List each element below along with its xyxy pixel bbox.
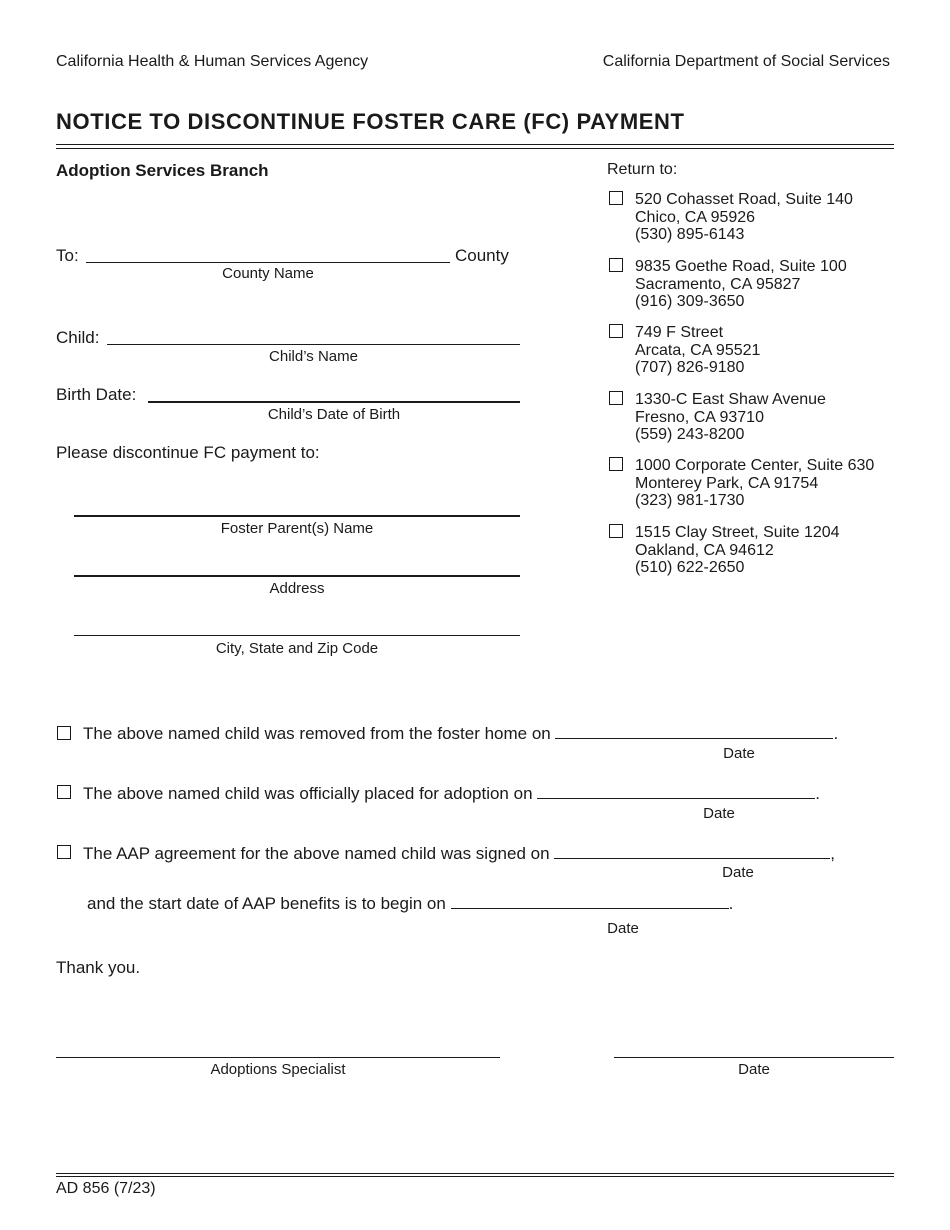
- placed-period: .: [815, 784, 820, 803]
- office-checkbox-arcata[interactable]: [609, 324, 623, 338]
- title-divider-bottom: [56, 148, 894, 149]
- office-phone: (559) 243-8200: [635, 426, 745, 443]
- signature-date-caption: Date: [738, 1061, 770, 1078]
- removed-period: .: [833, 724, 839, 743]
- office-checkbox-fresno[interactable]: [609, 391, 623, 405]
- signature-date-field[interactable]: [614, 1057, 894, 1058]
- foster-parent-caption: Foster Parent(s) Name: [220, 520, 374, 537]
- aap-start-period: .: [728, 894, 734, 913]
- office-street: 1000 Corporate Center, Suite 630: [635, 457, 875, 474]
- aap-signed-checkbox[interactable]: [57, 845, 71, 859]
- county-suffix: County: [455, 246, 509, 265]
- office-checkbox-sacramento[interactable]: [609, 258, 623, 272]
- aap-start-date-caption: Date: [607, 920, 639, 937]
- office-street: 520 Cohasset Road, Suite 140: [635, 191, 853, 208]
- office-city: Chico, CA 95926: [635, 208, 756, 226]
- office-street: 749 F Street: [635, 324, 724, 341]
- child-label: Child:: [56, 328, 100, 347]
- title-divider-top: [56, 144, 894, 145]
- office-address-arcata: [635, 324, 760, 377]
- office-phone: (510) 622-2650: [635, 559, 745, 576]
- office-address-monterey-park: [635, 457, 874, 510]
- aap-signed-date-caption: Date: [722, 864, 754, 881]
- address-field[interactable]: [74, 575, 520, 577]
- address-caption: Address: [269, 580, 325, 597]
- office-city: Fresno, CA 93710: [635, 408, 764, 426]
- branch-name: Adoption Services Branch: [56, 161, 269, 180]
- office-phone: (916) 309-3650: [635, 293, 745, 310]
- foster-parent-name-field[interactable]: [74, 515, 520, 517]
- discontinue-label: Please discontinue FC payment to:: [56, 443, 320, 462]
- removed-date-field[interactable]: [555, 724, 833, 739]
- placed-checkbox[interactable]: [57, 785, 71, 799]
- office-address-chico: [635, 191, 853, 244]
- form-title: NOTICE TO DISCONTINUE FOSTER CARE (FC) PAYMENT: [56, 109, 685, 134]
- placed-statement: [83, 784, 820, 804]
- birth-date-caption: Child’s Date of Birth: [267, 406, 401, 423]
- aap-signed-statement: [83, 844, 835, 864]
- office-city: Sacramento, CA 95827: [635, 275, 801, 293]
- aap-start-date-field[interactable]: [451, 894, 729, 909]
- office-address-oakland: [635, 524, 840, 577]
- form-number: AD 856 (7/23): [56, 1180, 156, 1197]
- office-checkbox-monterey-park[interactable]: [609, 457, 623, 471]
- placed-text: The above named child was officially placed for adoption on: [83, 784, 533, 803]
- removed-statement: [83, 724, 838, 744]
- placed-date-field[interactable]: [537, 784, 815, 799]
- footer-divider-top: [56, 1173, 894, 1174]
- office-address-fresno: [635, 391, 826, 444]
- office-street: 1330-C East Shaw Avenue: [635, 391, 826, 408]
- to-label: To:: [56, 246, 79, 265]
- aap-signed-date-field[interactable]: [554, 844, 830, 859]
- removed-date-caption: Date: [723, 745, 755, 762]
- county-name-field[interactable]: [86, 262, 450, 263]
- child-name-field[interactable]: [107, 344, 520, 345]
- department-name: California Department of Social Services: [602, 53, 890, 70]
- aap-start-statement: [87, 894, 733, 914]
- city-state-zip-caption: City, State and Zip Code: [215, 640, 379, 657]
- birth-date-field[interactable]: [148, 401, 520, 403]
- office-phone: (323) 981-1730: [635, 492, 745, 509]
- agency-name: California Health & Human Services Agency: [56, 53, 369, 70]
- specialist-caption: Adoptions Specialist: [210, 1061, 346, 1078]
- office-city: Arcata, CA 95521: [635, 341, 761, 359]
- specialist-signature-field[interactable]: [56, 1057, 500, 1058]
- office-phone: (707) 826-9180: [635, 359, 745, 376]
- county-name-caption: County Name: [222, 265, 314, 282]
- office-street: 1515 Clay Street, Suite 1204: [635, 524, 840, 541]
- office-street: 9835 Goethe Road, Suite 100: [635, 258, 847, 275]
- aap-start-text: and the start date of AAP benefits is to begin on: [87, 894, 446, 913]
- office-address-sacramento: [635, 258, 847, 311]
- birth-date-label: Birth Date:: [56, 385, 137, 404]
- return-to-label: Return to:: [607, 161, 678, 178]
- office-city: Monterey Park, CA 91754: [635, 474, 819, 492]
- placed-date-caption: Date: [703, 805, 735, 822]
- office-checkbox-oakland[interactable]: [609, 524, 623, 538]
- office-checkbox-chico[interactable]: [609, 191, 623, 205]
- child-name-caption: Child’s Name: [269, 348, 358, 365]
- aap-signed-comma: ,: [830, 844, 836, 863]
- office-phone: (530) 895-6143: [635, 226, 745, 243]
- footer-divider-bottom: [56, 1176, 894, 1177]
- aap-signed-text: The AAP agreement for the above named child was signed on: [83, 844, 550, 863]
- removed-checkbox[interactable]: [57, 726, 71, 740]
- office-city: Oakland, CA 94612: [635, 541, 774, 559]
- city-state-zip-field[interactable]: [74, 635, 520, 636]
- removed-text: The above named child was removed from the foster home on: [83, 724, 551, 743]
- thank-you: Thank you.: [56, 958, 141, 977]
